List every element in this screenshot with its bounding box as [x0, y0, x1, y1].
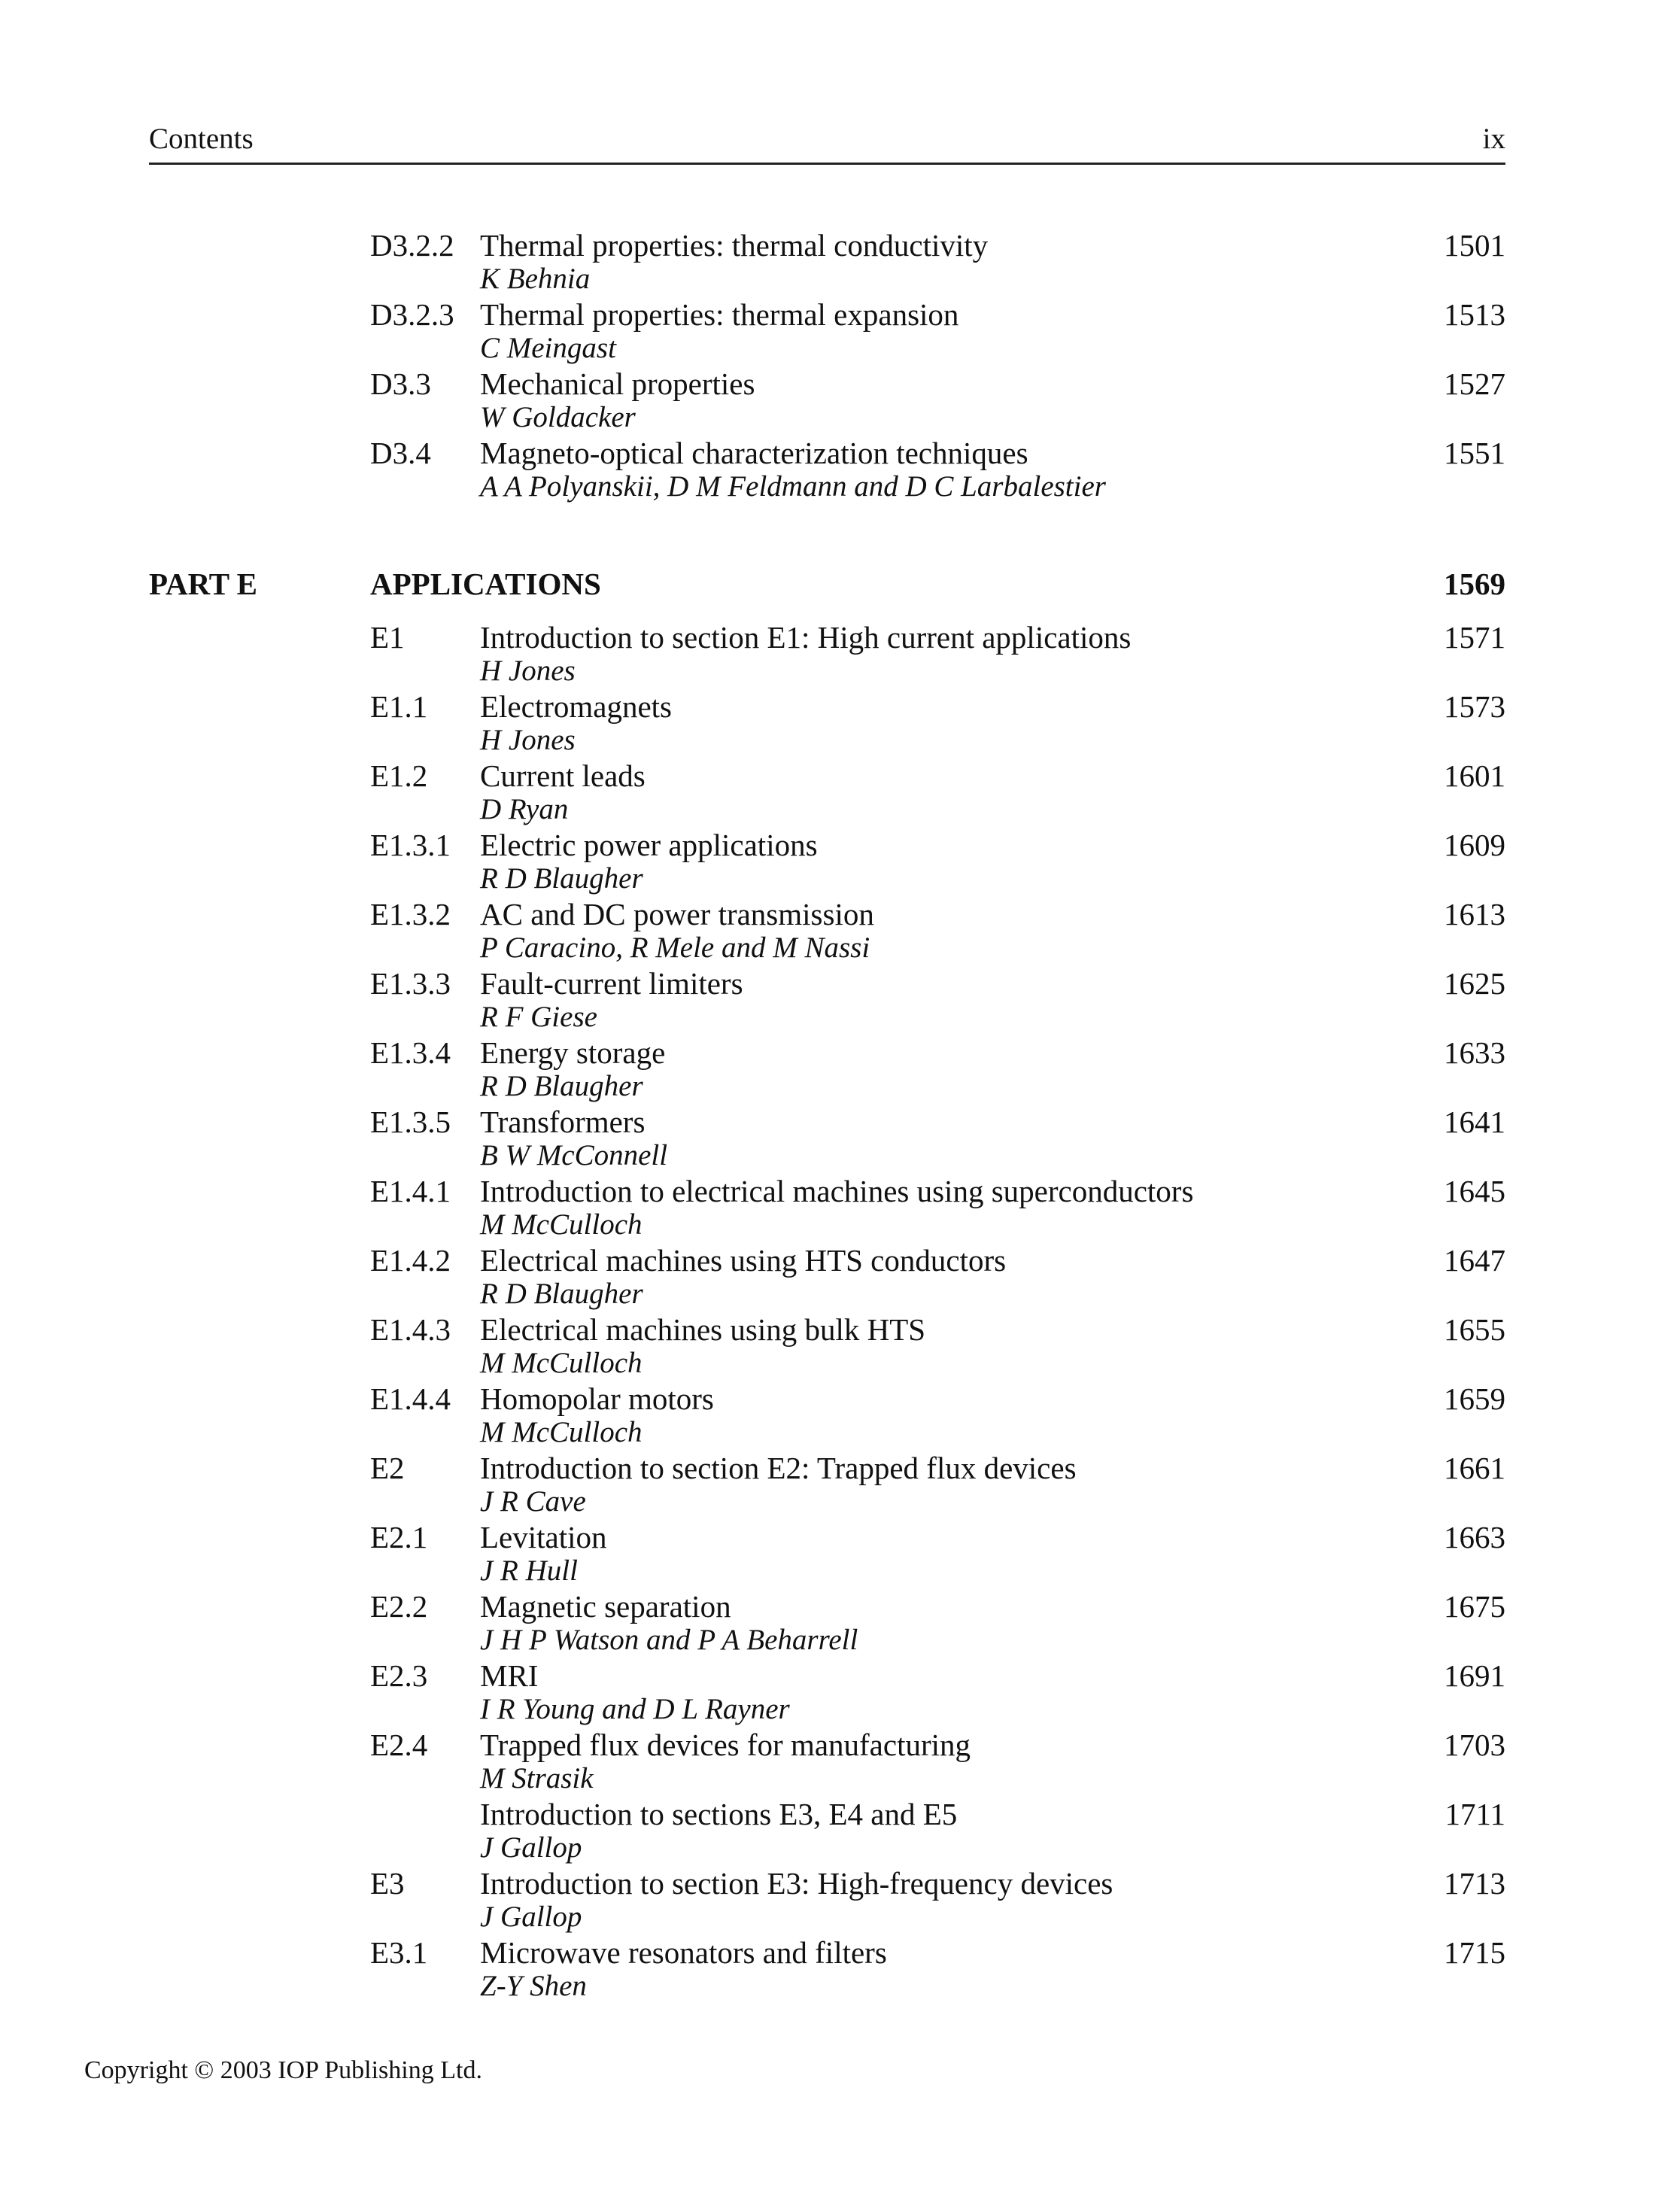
toc-entry [0, 827, 1680, 896]
entry-page-number: 1573 [1444, 689, 1505, 724]
toc-entry [0, 1450, 1680, 1519]
entry-title: Levitation [480, 1520, 607, 1554]
entry-page-number: 1551 [1444, 436, 1505, 470]
toc-entry [0, 1588, 1680, 1658]
entry-number: E1.2 [370, 758, 428, 793]
entry-title: Magneto-optical characterization techniques [480, 436, 1028, 470]
entry-number: E2.4 [370, 1728, 428, 1762]
entry-author: M McCulloch [480, 1347, 643, 1379]
entry-page-number: 1609 [1444, 828, 1505, 862]
entry-author: I R Young and D L Rayner [480, 1693, 790, 1725]
entry-title: MRI [480, 1658, 539, 1693]
entry-author: M McCulloch [480, 1208, 643, 1241]
entry-page-number: 1501 [1444, 228, 1505, 263]
entry-number: E1.3.2 [370, 897, 451, 931]
entry-page-number: 1703 [1444, 1728, 1505, 1762]
toc-entry [0, 366, 1680, 435]
toc-entry [0, 435, 1680, 504]
entry-page-number: 1647 [1444, 1243, 1505, 1278]
entry-page-number: 1713 [1444, 1866, 1505, 1901]
entry-page-number: 1613 [1444, 897, 1505, 931]
entry-page-number: 1625 [1444, 966, 1505, 1001]
entry-title: Magnetic separation [480, 1589, 731, 1624]
entry-title: Current leads [480, 758, 646, 793]
toc-entry [0, 1242, 1680, 1311]
entry-number: D3.2.3 [370, 297, 454, 332]
header-section-title: Contents [149, 123, 254, 155]
entry-author: R D Blaugher [480, 1070, 643, 1102]
entry-number: E1.4.1 [370, 1174, 451, 1208]
entry-number: E1.4.3 [370, 1312, 451, 1347]
entry-author: H Jones [480, 724, 576, 756]
entry-number: E1 [370, 620, 405, 655]
entry-title: Thermal properties: thermal conductivity [480, 228, 989, 263]
toc-entry [0, 1519, 1680, 1588]
entry-number: E2.1 [370, 1520, 428, 1554]
entry-title: Introduction to section E2: Trapped flux devices [480, 1451, 1077, 1485]
entry-author: R D Blaugher [480, 862, 643, 895]
entry-author: R D Blaugher [480, 1278, 643, 1310]
entry-author: J Gallop [480, 1831, 582, 1864]
entry-number: E3 [370, 1866, 405, 1901]
entry-number: D3.4 [370, 436, 431, 470]
entry-author: C Meingast [480, 332, 616, 364]
toc-entry [0, 227, 1680, 296]
entry-author: M Strasik [480, 1762, 594, 1794]
entry-page-number: 1711 [1445, 1797, 1505, 1831]
entry-number: E1.1 [370, 689, 428, 724]
entry-number: E1.4.2 [370, 1243, 451, 1278]
entry-title: Microwave resonators and filters [480, 1935, 887, 1970]
entry-page-number: 1527 [1444, 366, 1505, 401]
toc-entry [0, 758, 1680, 827]
entry-author: J R Hull [480, 1554, 578, 1587]
entry-title: AC and DC power transmission [480, 897, 874, 931]
toc-entry [0, 1311, 1680, 1381]
entry-author: K Behnia [480, 263, 591, 295]
entry-page-number: 1661 [1444, 1451, 1505, 1485]
entry-author: B W McConnell [480, 1139, 668, 1172]
entry-author: J H P Watson and P A Beharrell [480, 1624, 858, 1656]
entry-number: E1.3.1 [370, 828, 451, 862]
entry-number: E1.3.3 [370, 966, 451, 1001]
toc-entry [0, 1173, 1680, 1242]
toc-entry [0, 965, 1680, 1035]
entry-author: M McCulloch [480, 1416, 643, 1448]
part-heading [0, 566, 1680, 608]
entry-page-number: 1641 [1444, 1105, 1505, 1139]
entry-title: Homopolar motors [480, 1381, 714, 1416]
entry-title: Trapped flux devices for manufacturing [480, 1728, 971, 1762]
entry-page-number: 1663 [1444, 1520, 1505, 1554]
entry-title: Thermal properties: thermal expansion [480, 297, 959, 332]
entry-author: D Ryan [480, 793, 569, 825]
entry-page-number: 1675 [1444, 1589, 1505, 1624]
entry-author: W Goldacker [480, 401, 636, 433]
entry-title: Introduction to section E3: High-frequency devices [480, 1866, 1113, 1901]
entry-number: E1.3.4 [370, 1035, 451, 1070]
entry-number: E3.1 [370, 1935, 428, 1970]
toc-entry [0, 1035, 1680, 1104]
entry-author: J Gallop [480, 1901, 582, 1933]
entry-page-number: 1655 [1444, 1312, 1505, 1347]
entry-page-number: 1715 [1444, 1935, 1505, 1970]
entry-title: Mechanical properties [480, 366, 755, 401]
toc-entry [0, 688, 1680, 758]
toc-entry [0, 1727, 1680, 1796]
toc-entry [0, 896, 1680, 965]
toc-entry [0, 1865, 1680, 1934]
entry-page-number: 1659 [1444, 1381, 1505, 1416]
entry-title: Energy storage [480, 1035, 666, 1070]
toc-entry [0, 1796, 1680, 1865]
entry-title: Fault-current limiters [480, 966, 743, 1001]
toc-entry [0, 1381, 1680, 1450]
part-title: APPLICATIONS [370, 567, 601, 601]
entry-page-number: 1645 [1444, 1174, 1505, 1208]
entry-number: E2 [370, 1451, 405, 1485]
entry-title: Electromagnets [480, 689, 673, 724]
entry-author: P Caracino, R Mele and M Nassi [480, 931, 870, 964]
entry-title: Transformers [480, 1105, 646, 1139]
entry-page-number: 1601 [1444, 758, 1505, 793]
entry-title: Electrical machines using HTS conductors [480, 1243, 1007, 1278]
entry-title: Introduction to sections E3, E4 and E5 [480, 1797, 958, 1831]
entry-page-number: 1691 [1444, 1658, 1505, 1693]
toc-entry [0, 619, 1680, 688]
entry-author: H Jones [480, 655, 576, 687]
entry-title: Introduction to section E1: High current applications [480, 620, 1132, 655]
entry-author: J R Cave [480, 1485, 586, 1518]
copyright-notice: Copyright © 2003 IOP Publishing Ltd. [84, 2056, 482, 2084]
entry-number: E2.3 [370, 1658, 428, 1693]
toc-entry [0, 1934, 1680, 2004]
entry-author: A A Polyanskii, D M Feldmann and D C Larbalestier [480, 470, 1106, 503]
entry-page-number: 1571 [1444, 620, 1505, 655]
entry-page-number: 1633 [1444, 1035, 1505, 1070]
part-page-number: 1569 [1444, 567, 1505, 601]
entry-number: D3.3 [370, 366, 431, 401]
toc-entry [0, 1658, 1680, 1727]
toc-entry [0, 296, 1680, 366]
entry-number: E2.2 [370, 1589, 428, 1624]
entry-title: Electric power applications [480, 828, 818, 862]
entry-title: Introduction to electrical machines using superconductors [480, 1174, 1194, 1208]
entry-page-number: 1513 [1444, 297, 1505, 332]
toc-entry [0, 1104, 1680, 1173]
entry-number: E1.3.5 [370, 1105, 451, 1139]
entry-author: R F Giese [480, 1001, 597, 1033]
entry-author: Z-Y Shen [480, 1970, 587, 2002]
header-page-number: ix [1482, 123, 1505, 155]
part-label: PART E [149, 567, 257, 601]
entry-number: D3.2.2 [370, 228, 454, 263]
entry-number: E1.4.4 [370, 1381, 451, 1416]
entry-title: Electrical machines using bulk HTS [480, 1312, 926, 1347]
